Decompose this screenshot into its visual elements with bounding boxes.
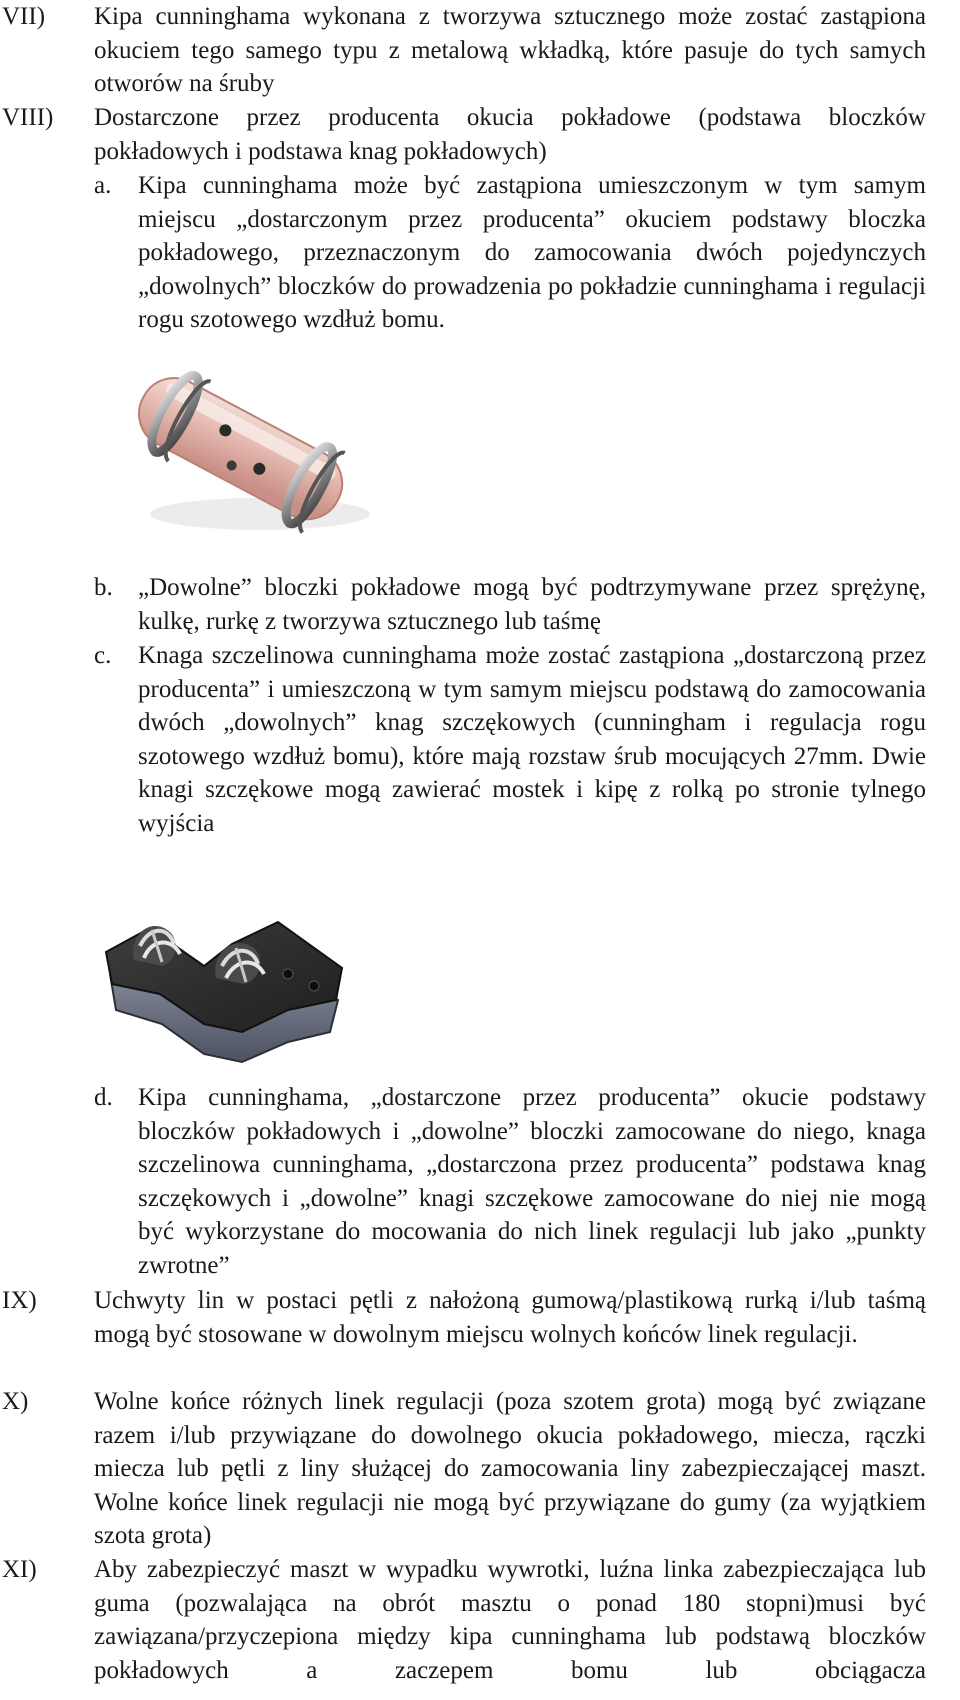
subitem-text: „Dowolne” bloczki pokładowe mogą być podtrzymywane przez sprężynę, kulkę, rurkę z tworzywa sztucznego lub taśmę [138,574,926,635]
item-number: VIII) [2,104,54,131]
subitem-text: Kipa cunninghama, „dostarczone przez producenta” okucie podstawy bloczków pokładowych i „dowolne” bloczki zamocowane do niego, knaga szczelinowa cunninghama, „dostarczona przez producenta” podstawa knag szczękowych i „dowolne” knagi szczękowe zamocowane do niej nie mogą być wykorzystane do mocowania do nich linek regulacji lub jako „punkty zwrotne” [138,1084,926,1279]
item-number: VII) [2,3,46,30]
item-text: Kipa cunninghama wykonana z tworzywa sztucznego może zostać zastąpiona okuciem tego samego typu z metalową wkładką, które pasuje do tych samych otworów na śruby [94,3,926,98]
subitem-letter: d. [94,1084,113,1111]
item-number: X) [2,1388,29,1415]
subitem-letter: c. [94,642,112,669]
cleat-base-photo [92,882,354,1070]
subitem-text: Kipa cunninghama może być zastąpiona umieszczonym w tym samym miejscu „dostarczonym przez producenta” okuciem podstawy bloczka pokładowego, przeznaczonym do zamocowania dwóch pojedynczych „dowolnych” bloczków do prowadzenia po pokładzie cunninghama i regulacji rogu szotowego wzdłuż bomu. [138,172,926,334]
item-text: Wolne końce różnych linek regulacji (poza szotem grota) mogą być związane razem i/lub przywiązane do dowolnego okucia pokładowego, miecza, rączki miecza lub pętli z liny służącej do zamocowania liny zabezpieczającej maszt. Wolne końce linek regulacji nie mogą być przywiązane do gumy (za wyjątkiem szota grota) [94,1388,926,1550]
subitem-letter: a. [94,172,112,199]
deck-block-base-photo [92,336,382,554]
item-text: Uchwyty lin w postaci pętli z nałożoną gumową/plastikową rurką i/lub taśmą mogą być stosowane w dowolnym miejscu wolnych końców linek regulacji. [94,1287,926,1348]
subitem-letter: b. [94,574,113,601]
item-text: Aby zabezpieczyć maszt w wypadku wywrotki, luźna linka zabezpieczająca lub guma (pozwalająca na obrót masztu o ponad 180 stopni)musi być zawiązana/przyczepiona między kipa cunninghama lub podstawą bloczków pokładowych a zaczepem bomu lub obciągacza [94,1556,926,1684]
deck-block-base-icon [92,336,382,554]
item-number: IX) [2,1287,37,1314]
subitem-text: Knaga szczelinowa cunninghama może zostać zastąpiona „dostarczoną przez producenta” i umieszczoną w tym samym miejscu podstawą do zamocowania dwóch „dowolnych” knag szczękowych (cunningham i regulacja rogu szotowego wzdłuż bomu), które mają rozstaw śrub mocujących 27mm. Dwie knagi szczękowe mogą zawierać mostek i kipę z rolką po stronie tylnego wyjścia [138,642,926,837]
item-number: XI) [2,1556,37,1583]
cleat-base-icon [92,882,354,1070]
item-text: Dostarczone przez producenta okucia pokładowe (podstawa bloczków pokładowych i podstawa knag pokładowych) [94,104,926,165]
